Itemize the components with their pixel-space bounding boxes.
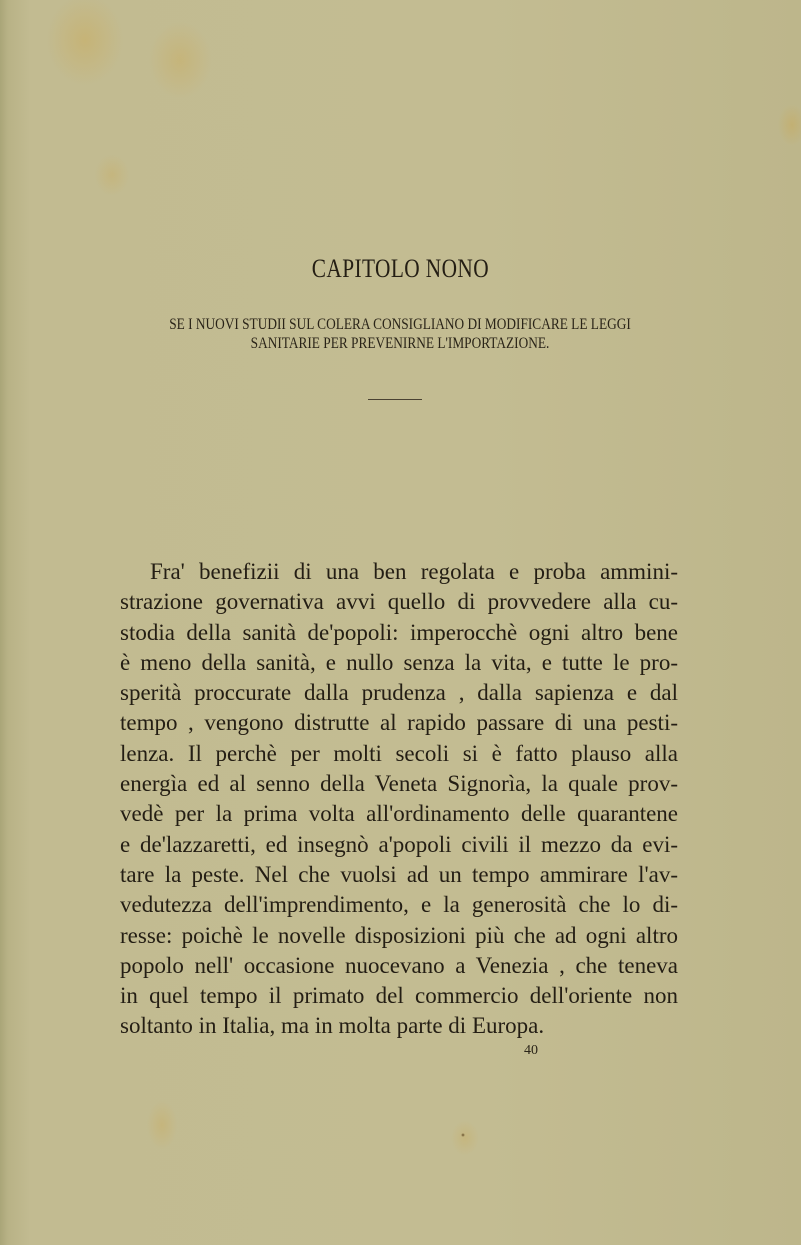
text-line: in quel tempo il primato del commercio dell'oriente non [120, 983, 678, 1009]
text-line: energìa ed al senno della Veneta Signorìa, la quale prov- [120, 771, 678, 797]
body-paragraph [120, 557, 680, 1042]
chapter-subtitle [120, 315, 680, 353]
page-number: 40 [524, 1043, 538, 1058]
section-divider [368, 399, 422, 400]
subtitle-line: SANITARIE PER PREVENIRNE L'IMPORTAZIONE. [250, 335, 550, 352]
text-line: è meno della sanità, e nullo senza la vita, e tutte le pro- [120, 649, 678, 675]
chapter-title: CAPITOLO NONO [311, 254, 490, 283]
text-line: vedutezza dell'imprendimento, e la generosità che lo di- [120, 892, 678, 918]
text-line: tempo , vengono distrutte al rapido passare di una pesti- [120, 710, 678, 736]
text-line: e de'lazzaretti, ed insegnò a'popoli civili il mezzo da evi- [120, 831, 678, 857]
text-line: tare la peste. Nel che vuolsi ad un tempo ammirare l'av- [120, 861, 678, 887]
text-line: resse: poichè le novelle disposizioni più che ad ogni altro [120, 922, 678, 948]
text-line: soltanto in Italia, ma in molta parte di Europa. [120, 1013, 545, 1039]
subtitle-line: SE I NUOVI STUDII SUL COLERA CONSIGLIANO DI MODIFICARE LE LEGGI [169, 316, 631, 333]
text-line: lenza. Il perchè per molti secoli si è fatto plauso alla [120, 740, 678, 766]
text-line: sperità proccurate dalla prudenza , dalla sapienza e dal [120, 680, 678, 706]
text-line: vedè per la prima volta all'ordinamento delle quarantene [120, 801, 678, 827]
text-line: strazione governativa avvi quello di provvedere alla cu- [120, 589, 678, 615]
text-line: Fra' benefizii di una ben regolata e proba ammini- [150, 559, 678, 584]
text-line: stodia della sanità de'popoli: imperocchè ogni altro bene [120, 619, 678, 645]
text-line: popolo nell' occasione nuocevano a Venezia , che teneva [120, 952, 678, 978]
